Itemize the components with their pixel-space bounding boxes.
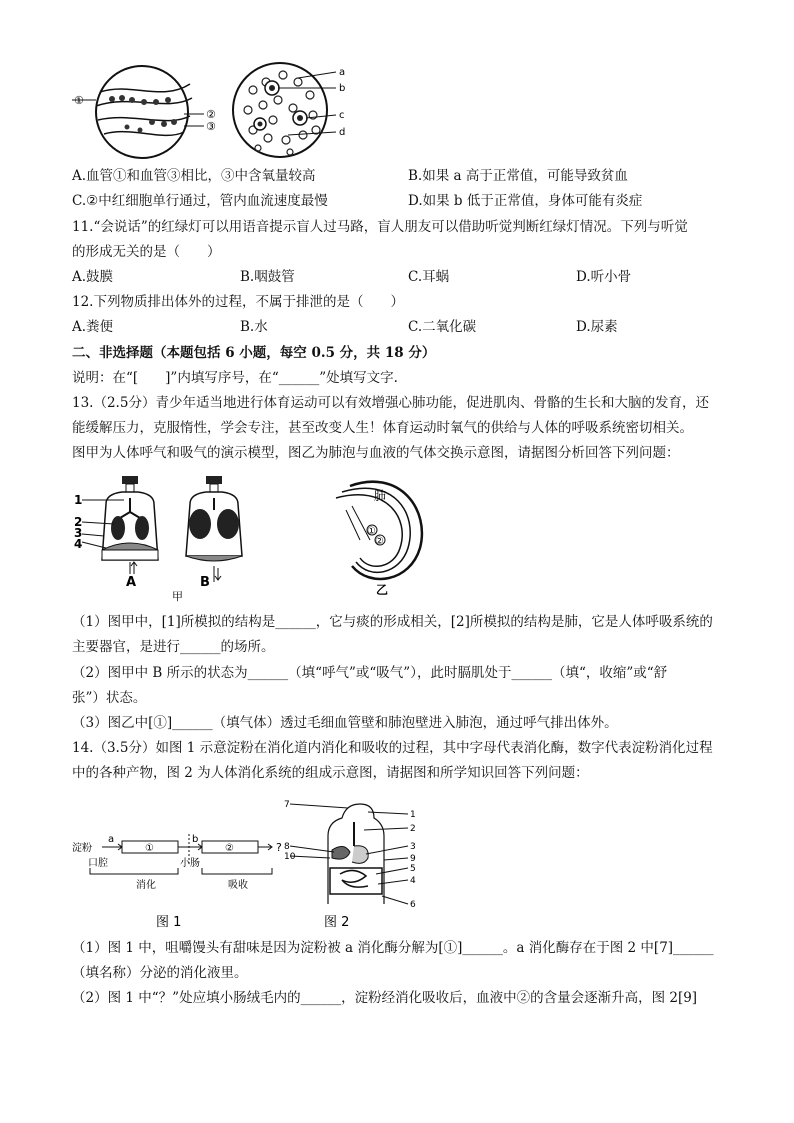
fig-label-2: 2 [74, 515, 83, 529]
fig-label-b: b [339, 83, 346, 94]
q10-option-a: A.血管①和血管③相比，③中含氧量较高 [72, 168, 316, 184]
section-note: 说明：在“[ ]”内填写序号，在“______”处填写文字. [72, 370, 398, 386]
q12-option-b: B.水 [240, 319, 268, 335]
blood-smear-figure [228, 60, 358, 162]
fig-label-c2: ② [206, 108, 216, 121]
fig-label-a: a [339, 67, 346, 78]
section-title: 二、非选择题（本题包括 6 小题，每空 0.5 分，共 18 分） [72, 345, 436, 361]
fig-label-c: c [339, 110, 345, 121]
fig1-digest: 消化 [136, 880, 156, 891]
fig-label-1: 1 [74, 493, 83, 507]
digestive-system-figure [284, 796, 424, 934]
fig1-absorb: 吸收 [228, 880, 248, 891]
q12-option-d: D.尿素 [576, 319, 618, 335]
fig1-mouth: 口腔 [88, 858, 108, 869]
fig2-caption: 图 2 [324, 915, 350, 930]
fig2-n2: 2 [410, 824, 416, 834]
fig-label-c1: ① [367, 526, 376, 537]
fig2-n1: 1 [410, 810, 416, 820]
fig-caption-jia: 甲 [172, 590, 183, 602]
fig-label-c3: ③ [206, 120, 216, 133]
fig1-intestine: 小肠 [180, 858, 200, 869]
fig-label-4: 4 [74, 537, 83, 551]
q13-stem-line2: 能缓解压力，克服惰性，学会专注，甚至改变人生！体育运动时氧气的供给与人体的呼吸系统密切相关。 [72, 420, 693, 436]
capillary-figure [72, 62, 222, 162]
q11-option-b: B.咽鼓管 [240, 269, 295, 285]
fig1-b: b [192, 834, 199, 845]
fig1-a: a [108, 834, 115, 845]
fig2-n4: 4 [410, 876, 416, 886]
breathing-model-figure [72, 470, 282, 602]
fig-label-c2: ② [375, 536, 384, 547]
alveolus-exchange-figure [330, 470, 430, 600]
fig1-c1: ① [145, 843, 154, 854]
q13-part2-line1: （2）图甲中 B 所示的状态为______（填“呼气”或“吸气”），此时膈肌处于______（填“，收缩”或“舒 [72, 665, 668, 681]
q10-option-b: B.如果 a 高于正常值，可能导致贫血 [408, 168, 628, 184]
q14-stem-line2: 中的各种产物，图 2 为人体消化系统的组成示意图，请据图和所学知识回答下列问题： [72, 765, 589, 781]
fig-label-fei: 肺 [374, 489, 387, 503]
q11-option-a: A.鼓膜 [72, 269, 114, 285]
fig2-n7: 7 [284, 800, 290, 810]
fig-label-A: A [126, 575, 137, 590]
fig-caption-yi: 乙 [376, 583, 389, 597]
fig-label-d: d [339, 127, 346, 138]
fig-label-3: 3 [74, 526, 83, 540]
fig-label-B: B [200, 575, 210, 590]
q13-part1-line1: （1）图甲中，[1]所模拟的结构是______，它与痰的形成相关，[2]所模拟的结构是肺，它是人体呼吸系统的 [72, 614, 713, 630]
fig2-n3: 3 [410, 842, 416, 852]
q11-stem-line1: 11.“会说话”的红绿灯可以用语音提示盲人过马路，盲人朋友可以借助听觉判断红绿灯情况。下列与听觉 [72, 219, 688, 235]
fig1-q: ? [276, 841, 282, 854]
q13-stem-line3: 图甲为人体呼气和吸气的演示模型，图乙为肺泡与血液的气体交换示意图，请据图分析回答下列问题： [72, 445, 680, 461]
q13-part2-line2: 张”）状态。 [72, 690, 147, 706]
fig1-caption: 图 1 [156, 915, 182, 930]
q11-option-c: C.耳蜗 [408, 269, 450, 285]
fig2-n10: 10 [284, 852, 296, 862]
q11-option-d: D.听小骨 [576, 269, 632, 285]
fig1-starch: 淀粉 [72, 843, 92, 854]
fig1-c2: ② [225, 843, 234, 854]
fig-label-c1: ① [74, 94, 84, 107]
q14-stem-line1: 14.（3.5分）如图 1 示意淀粉在消化道内消化和吸收的过程，其中字母代表消化酶，数字代表淀粉消化过程 [72, 740, 713, 756]
q14-part1-line2: （填名称）分泌的消化液里。 [72, 965, 248, 981]
q11-stem-line2: 的形成无关的是（ ） [72, 244, 221, 260]
fig2-n9: 9 [410, 854, 416, 864]
q14-part2-line1: （2）图 1 中“？”处应填小肠绒毛内的______，淀粉经消化吸收后，血液中②的含量会逐渐升高，图 2[9] [72, 990, 698, 1006]
q13-part3: （3）图乙中[①]______（填气体）透过毛细血管壁和肺泡壁进入肺泡，通过呼气排出体外。 [72, 715, 618, 731]
q12-stem: 12.下列物质排出体外的过程，不属于排泄的是（ ） [72, 294, 404, 310]
q10-option-c: C.②中红细胞单行通过，管内血流速度最慢 [72, 193, 328, 209]
fig2-n5: 5 [410, 864, 416, 874]
q13-stem-line1: 13.（2.5分）青少年适当地进行体育运动可以有效增强心肺功能，促进肌肉、骨骼的生长和大脑的发育，还 [72, 395, 709, 411]
starch-digestion-figure [72, 830, 292, 934]
q10-option-d: D.如果 b 低于正常值，身体可能有炎症 [408, 193, 643, 209]
fig2-n8: 8 [284, 842, 290, 852]
q14-part1-line1: （1）图 1 中，咀嚼馒头有甜味是因为淀粉被 a 消化酶分解为[①]______。a 消化酶存在于图 2 中[7]______ [72, 940, 714, 956]
q12-option-a: A.粪便 [72, 319, 114, 335]
q13-part1-line2: 主要器官，是进行______的场所。 [72, 639, 275, 655]
q12-option-c: C.二氧化碳 [408, 319, 477, 335]
fig2-n6: 6 [410, 900, 416, 910]
